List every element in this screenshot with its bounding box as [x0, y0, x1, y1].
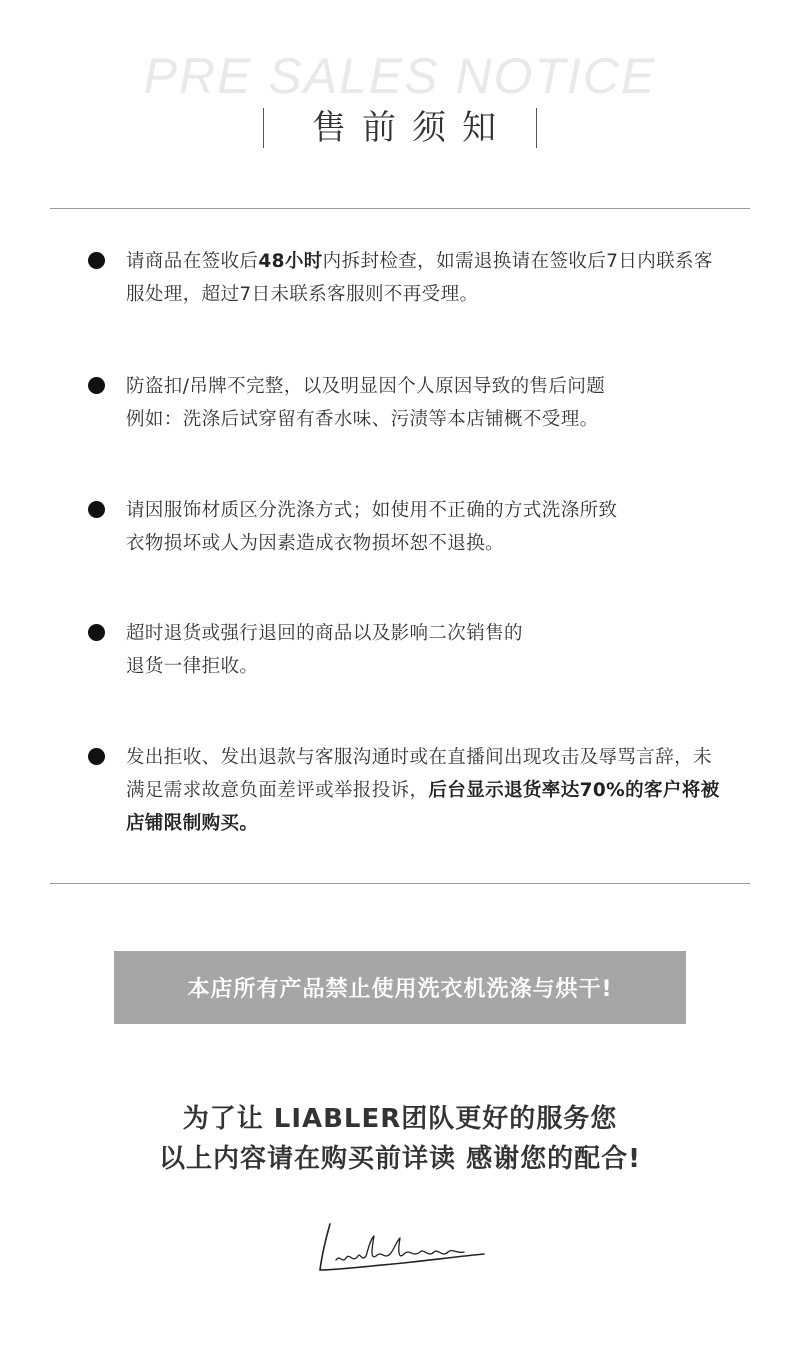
notice-line: 防盗扣/吊牌不完整，以及明显因个人原因导致的售后问题 — [126, 376, 606, 397]
page-title: 售前须知 — [312, 108, 512, 148]
bullet-icon — [88, 501, 105, 518]
notice-line: 超时退货或强行退回的商品以及影响二次销售的 — [126, 623, 523, 644]
notice-text — [126, 494, 726, 560]
notice-line: 退货一律拒收。 — [126, 656, 259, 677]
closing-line-2: 以上内容请在购买前详读 感谢您的配合! — [159, 1144, 641, 1174]
notice-line: 例如：洗涤后试穿留有香水味、污渍等本店铺概不受理。 — [126, 409, 599, 430]
bullet-icon — [88, 748, 105, 765]
notice-emphasis: 后台显示退货率达70%的客户将被店铺限制购买。 — [126, 780, 720, 834]
bullet-icon — [88, 377, 105, 394]
notice-text — [126, 370, 726, 436]
notice-line: 请因服饰材质区分洗涤方式；如使用不正确的方式洗涤所致 — [126, 500, 618, 521]
closing-line-1: 为了让 LIABLER团队更好的服务您 — [182, 1104, 618, 1134]
notice-line: 衣物损坏或人为因素造成衣物损坏恕不退换。 — [126, 533, 505, 554]
bullet-icon — [88, 624, 105, 641]
notice-text — [126, 617, 726, 683]
liabler-signature-logo — [312, 1220, 492, 1280]
hero-background-text: PRE SALES NOTICE — [143, 48, 657, 98]
bottom-divider — [50, 883, 750, 884]
notice-emphasis: 48小时 — [258, 251, 323, 272]
notice-text: 请商品在签收后48小时内拆封检查，如需退换请在签收后7日内联系客服处理，超过7日未联系客服则不再受理。 — [126, 251, 713, 305]
notice-text: 发出拒收、发出退款与客服沟通时或在直播间出现攻击及辱骂言辞，未满足需求故意负面差评或举报投诉，后台显示退货率达70%的客户将被店铺限制购买。 — [126, 747, 720, 834]
bullet-icon — [88, 252, 105, 269]
warning-banner: 本店所有产品禁止使用洗衣机洗涤与烘干! — [114, 951, 686, 1024]
